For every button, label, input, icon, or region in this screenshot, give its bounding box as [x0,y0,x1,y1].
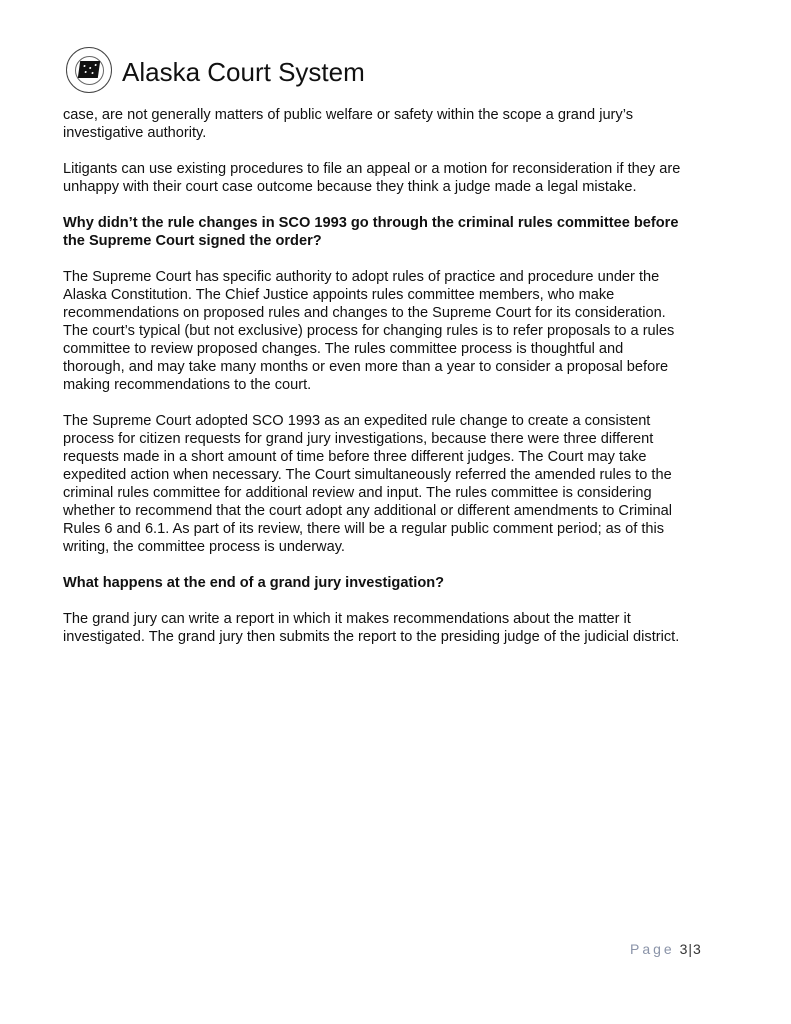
text-line: recommendations on proposed rules and changes to the Supreme Court for its consideration. [63,305,666,321]
paragraph [63,412,763,556]
paragraph [63,268,763,394]
text-line: The Supreme Court adopted SCO 1993 as an expedited rule change to create a consistent [63,413,651,429]
text-line: whether to recommend that the court adopt any additional or different amendments to Criminal [63,503,672,519]
paragraph [63,160,763,196]
text-line: Why didn’t the rule changes in SCO 1993 go through the criminal rules committee before [63,215,679,231]
text-line: The grand jury can write a report in which it makes recommendations about the matter it [63,611,631,627]
text-line: What happens at the end of a grand jury investigation? [63,575,445,591]
text-line: making recommendations to the court. [63,377,312,393]
text-line: expedited action when necessary. The Court simultaneously referred the amended rules to the [63,467,672,483]
page-total: 3 [693,941,702,957]
text-line: investigated. The grand jury then submits the report to the presiding judge of the judicial district. [63,629,680,645]
text-line: Litigants can use existing procedures to file an appeal or a motion for reconsideration if they are [63,161,681,177]
page-footer [630,941,702,957]
text-line: process for citizen requests for grand jury investigations, because there were three different [63,431,654,447]
page-separator: | [688,941,694,957]
text-line: thorough, and may take many months or even more than a year to consider a proposal before [63,359,669,375]
court-seal-logo [66,47,112,93]
text-line: committee to review proposed changes. The rules committee process is thoughtful and [63,341,624,357]
text-line: writing, the committee process is underway. [63,539,345,555]
text-line: the Supreme Court signed the order? [63,233,322,249]
text-line: unhappy with their court case outcome because they think a judge made a legal mistake. [63,179,637,195]
paragraph [63,106,763,142]
flag-icon [78,61,100,78]
text-line: criminal rules committee for additional review and input. The rules committee is considering [63,485,652,501]
question-heading [63,214,763,250]
question-heading [63,574,763,592]
text-line: Rules 6 and 6.1. As part of its review, there will be a regular public comment period; as of this [63,521,665,537]
text-line: Alaska Constitution. The Chief Justice appoints rules committee members, who make [63,287,615,303]
header-title: Alaska Court System [122,57,365,87]
document-body [63,106,763,664]
paragraph [63,610,763,646]
text-line: investigative authority. [63,125,207,141]
text-line: The Supreme Court has specific authority to adopt rules of practice and procedure under the [63,269,660,285]
page-current: 3 [679,941,689,957]
text-line: The court’s typical (but not exclusive) process for changing rules is to refer proposals to a rules [63,323,675,339]
page-label: Page [630,941,675,957]
text-line: case, are not generally matters of public welfare or safety within the scope a grand jury’s [63,107,633,123]
text-line: requests made in a short amount of time before three different judges. The Court may take [63,449,647,465]
